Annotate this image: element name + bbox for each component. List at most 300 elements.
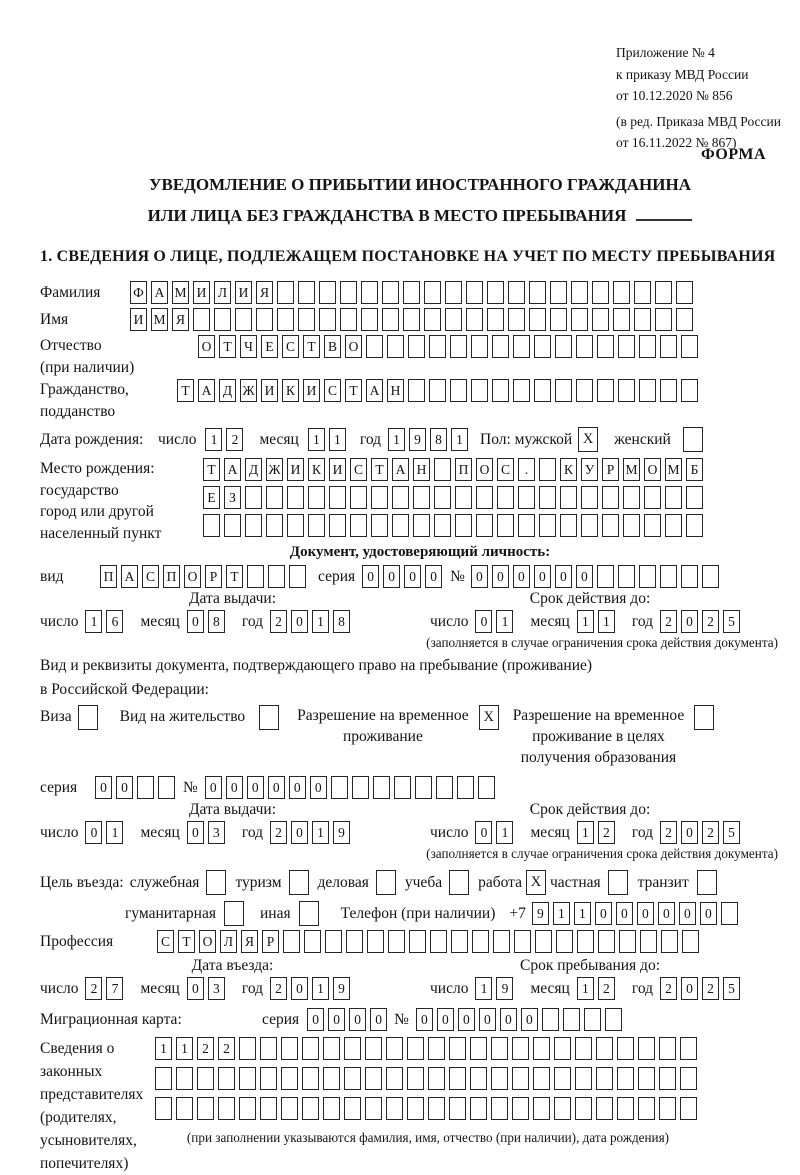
char-cell[interactable] [429, 379, 446, 402]
char-cell[interactable] [661, 930, 678, 953]
char-cell[interactable]: О [345, 335, 362, 358]
char-cell[interactable] [605, 1008, 622, 1031]
char-cell[interactable]: А [392, 458, 409, 481]
char-cell[interactable] [680, 1037, 697, 1060]
char-cell[interactable] [449, 1097, 466, 1120]
char-cell[interactable] [373, 776, 390, 799]
char-cell[interactable] [403, 308, 420, 331]
char-cell[interactable] [539, 486, 556, 509]
char-cell[interactable] [634, 308, 651, 331]
char-cell[interactable]: 0 [291, 821, 308, 844]
char-cell[interactable]: А [121, 565, 138, 588]
char-cell[interactable] [394, 776, 411, 799]
char-cell[interactable] [686, 486, 703, 509]
char-cell[interactable] [277, 308, 294, 331]
char-cell[interactable] [639, 335, 656, 358]
char-cell[interactable]: Т [345, 379, 362, 402]
char-cell[interactable] [618, 379, 635, 402]
char-cell[interactable]: Н [387, 379, 404, 402]
char-cell[interactable] [660, 335, 677, 358]
char-cell[interactable] [155, 1067, 172, 1090]
char-cell[interactable] [563, 1008, 580, 1031]
char-cell[interactable] [277, 281, 294, 304]
char-cell[interactable] [239, 1097, 256, 1120]
char-cell[interactable] [676, 308, 693, 331]
char-cell[interactable] [361, 308, 378, 331]
char-cell[interactable] [542, 1008, 559, 1031]
char-cell[interactable] [302, 1037, 319, 1060]
char-cell[interactable] [575, 1037, 592, 1060]
char-cell[interactable] [598, 930, 615, 953]
char-cell[interactable] [466, 308, 483, 331]
char-cell[interactable] [638, 1067, 655, 1090]
char-cell[interactable]: 2 [598, 821, 615, 844]
char-cell[interactable] [323, 1037, 340, 1060]
char-cell[interactable]: О [199, 930, 216, 953]
char-cell[interactable] [640, 930, 657, 953]
char-cell[interactable]: 9 [333, 977, 350, 1000]
char-cell[interactable]: 0 [437, 1008, 454, 1031]
char-cell[interactable] [302, 1067, 319, 1090]
char-cell[interactable] [365, 1067, 382, 1090]
char-cell[interactable]: 2 [660, 821, 677, 844]
char-cell[interactable]: М [665, 458, 682, 481]
char-cell[interactable]: 0 [187, 977, 204, 1000]
temp-residence-education-checkbox[interactable] [694, 705, 714, 730]
char-cell[interactable]: Л [214, 281, 231, 304]
char-cell[interactable]: А [151, 281, 168, 304]
char-cell[interactable]: 1 [106, 821, 123, 844]
char-cell[interactable]: К [560, 458, 577, 481]
char-cell[interactable] [493, 930, 510, 953]
char-cell[interactable] [476, 514, 493, 537]
char-cell[interactable]: 1 [388, 428, 405, 451]
purpose-transit-checkbox[interactable] [697, 870, 717, 895]
char-cell[interactable]: Ж [240, 379, 257, 402]
char-cell[interactable] [386, 1067, 403, 1090]
char-cell[interactable] [436, 776, 453, 799]
char-cell[interactable]: 0 [679, 902, 696, 925]
char-cell[interactable]: 1 [553, 902, 570, 925]
char-cell[interactable]: С [157, 930, 174, 953]
char-cell[interactable]: 0 [247, 776, 264, 799]
char-cell[interactable]: 0 [475, 610, 492, 633]
char-cell[interactable]: Я [241, 930, 258, 953]
char-cell[interactable]: 5 [723, 977, 740, 1000]
char-cell[interactable]: Ч [240, 335, 257, 358]
char-cell[interactable] [660, 565, 677, 588]
residence-permit-checkbox[interactable] [259, 705, 279, 730]
char-cell[interactable] [644, 514, 661, 537]
char-cell[interactable] [577, 930, 594, 953]
char-cell[interactable]: 0 [85, 821, 102, 844]
char-cell[interactable]: Т [303, 335, 320, 358]
char-cell[interactable] [449, 1067, 466, 1090]
char-cell[interactable] [304, 930, 321, 953]
char-cell[interactable]: 2 [660, 977, 677, 1000]
char-cell[interactable] [457, 776, 474, 799]
char-cell[interactable] [428, 1097, 445, 1120]
char-cell[interactable] [445, 281, 462, 304]
char-cell[interactable]: 9 [333, 821, 350, 844]
char-cell[interactable]: Н [413, 458, 430, 481]
char-cell[interactable]: 6 [106, 610, 123, 633]
char-cell[interactable] [450, 379, 467, 402]
char-cell[interactable]: 0 [289, 776, 306, 799]
char-cell[interactable] [513, 335, 530, 358]
char-cell[interactable] [382, 308, 399, 331]
char-cell[interactable] [366, 335, 383, 358]
char-cell[interactable] [344, 1097, 361, 1120]
char-cell[interactable] [571, 281, 588, 304]
char-cell[interactable]: 2 [270, 821, 287, 844]
char-cell[interactable] [575, 1097, 592, 1120]
char-cell[interactable]: С [497, 458, 514, 481]
char-cell[interactable] [514, 930, 531, 953]
char-cell[interactable] [319, 281, 336, 304]
purpose-study-checkbox[interactable] [449, 870, 469, 895]
char-cell[interactable]: 1 [598, 610, 615, 633]
char-cell[interactable]: 0 [95, 776, 112, 799]
char-cell[interactable] [365, 1097, 382, 1120]
char-cell[interactable]: 2 [85, 977, 102, 1000]
char-cell[interactable]: 9 [409, 428, 426, 451]
char-cell[interactable]: 0 [576, 565, 593, 588]
purpose-humanitarian-checkbox[interactable] [224, 901, 244, 926]
char-cell[interactable] [512, 1037, 529, 1060]
char-cell[interactable] [471, 379, 488, 402]
char-cell[interactable] [346, 930, 363, 953]
char-cell[interactable]: 0 [116, 776, 133, 799]
purpose-other-checkbox[interactable] [299, 901, 319, 926]
char-cell[interactable] [323, 1067, 340, 1090]
char-cell[interactable]: И [303, 379, 320, 402]
char-cell[interactable] [659, 1067, 676, 1090]
char-cell[interactable]: 9 [496, 977, 513, 1000]
char-cell[interactable]: 0 [268, 776, 285, 799]
char-cell[interactable] [665, 514, 682, 537]
char-cell[interactable] [260, 1037, 277, 1060]
char-cell[interactable] [408, 335, 425, 358]
char-cell[interactable] [281, 1037, 298, 1060]
char-cell[interactable] [325, 930, 342, 953]
temp-residence-checkbox[interactable]: X [479, 705, 499, 730]
char-cell[interactable] [287, 514, 304, 537]
char-cell[interactable]: И [287, 458, 304, 481]
char-cell[interactable]: 0 [681, 977, 698, 1000]
char-cell[interactable] [429, 335, 446, 358]
char-cell[interactable] [137, 776, 154, 799]
char-cell[interactable]: 1 [312, 821, 329, 844]
char-cell[interactable]: 1 [308, 428, 325, 451]
char-cell[interactable]: И [329, 458, 346, 481]
char-cell[interactable]: 8 [208, 610, 225, 633]
char-cell[interactable] [329, 514, 346, 537]
char-cell[interactable] [387, 335, 404, 358]
char-cell[interactable] [203, 514, 220, 537]
char-cell[interactable] [289, 565, 306, 588]
char-cell[interactable] [597, 565, 614, 588]
char-cell[interactable]: 0 [383, 565, 400, 588]
char-cell[interactable] [430, 930, 447, 953]
char-cell[interactable] [596, 1067, 613, 1090]
char-cell[interactable] [659, 1097, 676, 1120]
char-cell[interactable] [681, 565, 698, 588]
char-cell[interactable]: 0 [616, 902, 633, 925]
char-cell[interactable] [597, 335, 614, 358]
char-cell[interactable]: Ж [266, 458, 283, 481]
char-cell[interactable] [308, 514, 325, 537]
char-cell[interactable]: 2 [702, 977, 719, 1000]
char-cell[interactable] [197, 1097, 214, 1120]
char-cell[interactable]: И [235, 281, 252, 304]
char-cell[interactable]: 3 [208, 821, 225, 844]
char-cell[interactable] [491, 1067, 508, 1090]
char-cell[interactable]: Д [245, 458, 262, 481]
char-cell[interactable]: 5 [723, 610, 740, 633]
char-cell[interactable] [247, 565, 264, 588]
char-cell[interactable] [470, 1097, 487, 1120]
char-cell[interactable] [491, 1097, 508, 1120]
char-cell[interactable]: Б [686, 458, 703, 481]
char-cell[interactable] [434, 514, 451, 537]
char-cell[interactable]: С [282, 335, 299, 358]
char-cell[interactable] [617, 1037, 634, 1060]
char-cell[interactable] [533, 1067, 550, 1090]
char-cell[interactable] [388, 930, 405, 953]
char-cell[interactable] [508, 308, 525, 331]
char-cell[interactable] [533, 1097, 550, 1120]
char-cell[interactable] [655, 308, 672, 331]
char-cell[interactable] [518, 514, 535, 537]
char-cell[interactable] [344, 1037, 361, 1060]
char-cell[interactable] [491, 1037, 508, 1060]
visa-checkbox[interactable] [78, 705, 98, 730]
char-cell[interactable]: Т [371, 458, 388, 481]
char-cell[interactable]: И [193, 281, 210, 304]
char-cell[interactable]: 1 [577, 821, 594, 844]
char-cell[interactable]: А [224, 458, 241, 481]
char-cell[interactable] [659, 1037, 676, 1060]
char-cell[interactable]: 0 [370, 1008, 387, 1031]
char-cell[interactable] [556, 930, 573, 953]
char-cell[interactable] [681, 335, 698, 358]
char-cell[interactable]: П [163, 565, 180, 588]
char-cell[interactable] [478, 776, 495, 799]
char-cell[interactable] [245, 514, 262, 537]
char-cell[interactable] [623, 486, 640, 509]
char-cell[interactable]: С [324, 379, 341, 402]
char-cell[interactable] [554, 1067, 571, 1090]
char-cell[interactable] [266, 514, 283, 537]
char-cell[interactable]: К [282, 379, 299, 402]
char-cell[interactable]: 0 [187, 821, 204, 844]
char-cell[interactable] [218, 1067, 235, 1090]
char-cell[interactable] [415, 776, 432, 799]
char-cell[interactable]: 2 [702, 610, 719, 633]
male-checkbox[interactable]: X [578, 427, 598, 452]
char-cell[interactable]: 0 [307, 1008, 324, 1031]
char-cell[interactable]: 1 [475, 977, 492, 1000]
char-cell[interactable] [638, 1037, 655, 1060]
char-cell[interactable] [554, 1037, 571, 1060]
char-cell[interactable] [176, 1097, 193, 1120]
char-cell[interactable] [492, 379, 509, 402]
char-cell[interactable] [266, 486, 283, 509]
char-cell[interactable]: А [198, 379, 215, 402]
char-cell[interactable] [413, 486, 430, 509]
char-cell[interactable]: М [623, 458, 640, 481]
char-cell[interactable]: Ф [130, 281, 147, 304]
char-cell[interactable] [424, 281, 441, 304]
char-cell[interactable]: Р [262, 930, 279, 953]
char-cell[interactable]: 1 [329, 428, 346, 451]
char-cell[interactable]: И [130, 308, 147, 331]
char-cell[interactable] [367, 930, 384, 953]
char-cell[interactable] [584, 1008, 601, 1031]
char-cell[interactable]: 1 [85, 610, 102, 633]
char-cell[interactable]: М [172, 281, 189, 304]
char-cell[interactable] [535, 930, 552, 953]
char-cell[interactable] [218, 1097, 235, 1120]
char-cell[interactable]: 0 [681, 610, 698, 633]
char-cell[interactable]: 1 [155, 1037, 172, 1060]
purpose-private-checkbox[interactable] [608, 870, 628, 895]
char-cell[interactable]: 1 [312, 610, 329, 633]
char-cell[interactable]: 9 [532, 902, 549, 925]
char-cell[interactable] [680, 1067, 697, 1090]
char-cell[interactable] [623, 514, 640, 537]
char-cell[interactable]: 1 [176, 1037, 193, 1060]
char-cell[interactable]: К [308, 458, 325, 481]
char-cell[interactable] [550, 281, 567, 304]
char-cell[interactable] [245, 486, 262, 509]
char-cell[interactable] [224, 514, 241, 537]
char-cell[interactable] [407, 1037, 424, 1060]
char-cell[interactable] [352, 776, 369, 799]
char-cell[interactable] [512, 1067, 529, 1090]
char-cell[interactable] [365, 1037, 382, 1060]
char-cell[interactable] [392, 514, 409, 537]
char-cell[interactable] [576, 335, 593, 358]
char-cell[interactable]: 2 [226, 428, 243, 451]
char-cell[interactable] [155, 1097, 172, 1120]
char-cell[interactable] [529, 281, 546, 304]
char-cell[interactable]: 0 [479, 1008, 496, 1031]
char-cell[interactable] [576, 379, 593, 402]
char-cell[interactable] [613, 308, 630, 331]
char-cell[interactable]: М [151, 308, 168, 331]
char-cell[interactable]: 0 [513, 565, 530, 588]
char-cell[interactable] [466, 281, 483, 304]
char-cell[interactable] [407, 1097, 424, 1120]
female-checkbox[interactable] [683, 427, 703, 452]
char-cell[interactable]: 3 [208, 977, 225, 1000]
char-cell[interactable] [197, 1067, 214, 1090]
char-cell[interactable] [158, 776, 175, 799]
char-cell[interactable]: 0 [362, 565, 379, 588]
char-cell[interactable]: 1 [496, 821, 513, 844]
char-cell[interactable] [403, 281, 420, 304]
char-cell[interactable] [455, 486, 472, 509]
char-cell[interactable] [409, 930, 426, 953]
char-cell[interactable]: 2 [270, 977, 287, 1000]
char-cell[interactable]: 2 [218, 1037, 235, 1060]
char-cell[interactable] [281, 1097, 298, 1120]
char-cell[interactable] [408, 379, 425, 402]
purpose-official-checkbox[interactable] [206, 870, 226, 895]
char-cell[interactable]: П [455, 458, 472, 481]
char-cell[interactable]: 0 [416, 1008, 433, 1031]
char-cell[interactable] [193, 308, 210, 331]
char-cell[interactable]: 0 [555, 565, 572, 588]
char-cell[interactable] [239, 1067, 256, 1090]
char-cell[interactable] [450, 335, 467, 358]
char-cell[interactable] [214, 308, 231, 331]
char-cell[interactable]: 1 [205, 428, 222, 451]
char-cell[interactable]: Л [220, 930, 237, 953]
char-cell[interactable]: О [644, 458, 661, 481]
char-cell[interactable] [539, 514, 556, 537]
char-cell[interactable] [560, 514, 577, 537]
char-cell[interactable]: 2 [702, 821, 719, 844]
char-cell[interactable]: 1 [451, 428, 468, 451]
char-cell[interactable] [472, 930, 489, 953]
char-cell[interactable]: 2 [598, 977, 615, 1000]
char-cell[interactable]: В [324, 335, 341, 358]
char-cell[interactable]: Р [602, 458, 619, 481]
char-cell[interactable] [329, 486, 346, 509]
char-cell[interactable] [539, 458, 556, 481]
char-cell[interactable] [639, 379, 656, 402]
char-cell[interactable]: 1 [312, 977, 329, 1000]
char-cell[interactable] [235, 308, 252, 331]
char-cell[interactable] [618, 565, 635, 588]
char-cell[interactable] [298, 308, 315, 331]
char-cell[interactable]: О [198, 335, 215, 358]
char-cell[interactable]: 1 [496, 610, 513, 633]
char-cell[interactable]: У [581, 458, 598, 481]
char-cell[interactable]: Т [203, 458, 220, 481]
char-cell[interactable]: 0 [471, 565, 488, 588]
char-cell[interactable] [613, 281, 630, 304]
char-cell[interactable] [682, 930, 699, 953]
char-cell[interactable]: 8 [333, 610, 350, 633]
char-cell[interactable] [424, 308, 441, 331]
char-cell[interactable] [618, 335, 635, 358]
char-cell[interactable] [476, 486, 493, 509]
char-cell[interactable] [256, 308, 273, 331]
char-cell[interactable] [407, 1067, 424, 1090]
char-cell[interactable] [428, 1037, 445, 1060]
char-cell[interactable]: 0 [310, 776, 327, 799]
char-cell[interactable] [602, 514, 619, 537]
char-cell[interactable] [602, 486, 619, 509]
char-cell[interactable] [392, 486, 409, 509]
char-cell[interactable]: 8 [430, 428, 447, 451]
char-cell[interactable] [676, 281, 693, 304]
char-cell[interactable] [634, 281, 651, 304]
char-cell[interactable]: Т [226, 565, 243, 588]
char-cell[interactable]: 1 [577, 977, 594, 1000]
char-cell[interactable] [518, 486, 535, 509]
char-cell[interactable] [508, 281, 525, 304]
char-cell[interactable]: 0 [475, 821, 492, 844]
char-cell[interactable] [470, 1067, 487, 1090]
char-cell[interactable] [413, 514, 430, 537]
char-cell[interactable] [340, 308, 357, 331]
char-cell[interactable] [581, 486, 598, 509]
